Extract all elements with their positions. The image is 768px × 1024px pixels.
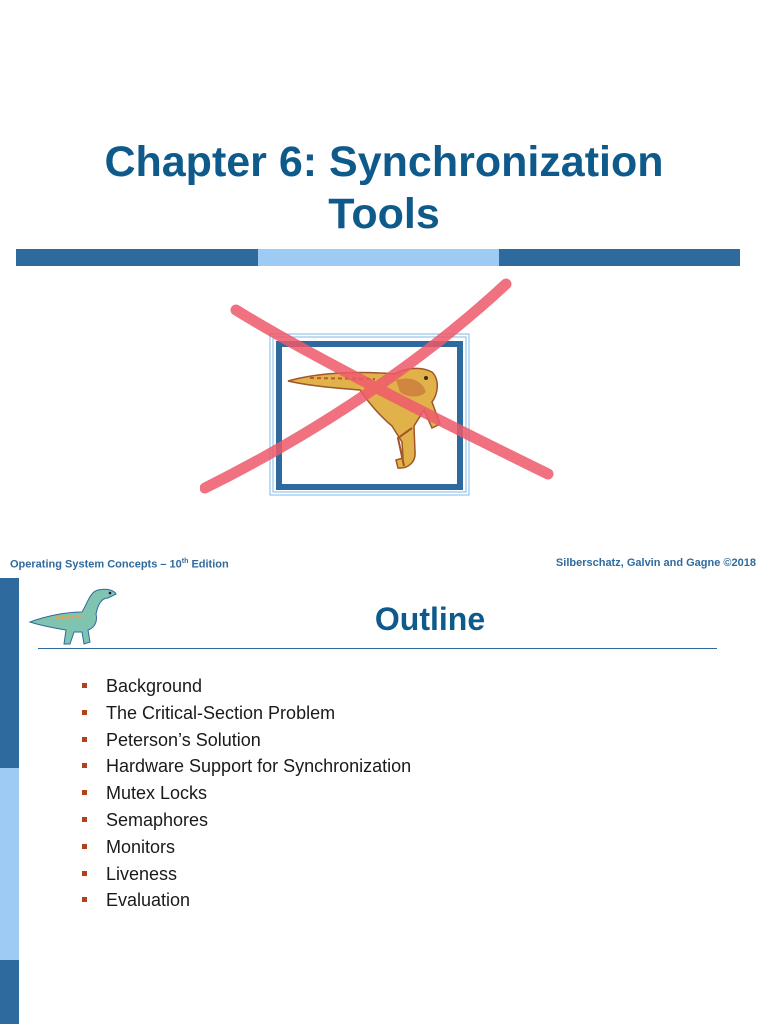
outline-item-monitors: Monitors xyxy=(80,835,411,862)
bullet-icon xyxy=(82,737,87,742)
outline-item-semaphores: Semaphores xyxy=(80,808,411,835)
slide-title-line-2: Tools xyxy=(328,190,440,238)
side-band-top xyxy=(0,578,19,768)
outline-item-petersons-solution: Peterson’s Solution xyxy=(80,728,411,755)
title-band-left xyxy=(16,249,258,266)
bullet-icon xyxy=(82,683,87,688)
outline-item-critical-section: The Critical-Section Problem xyxy=(80,701,411,728)
outline-item-hardware-support: Hardware Support for Synchronization xyxy=(80,754,411,781)
title-band-middle xyxy=(258,249,499,266)
outline-title: Outline xyxy=(374,601,486,637)
crossed-out-dinosaur-image xyxy=(200,276,560,506)
side-band-middle xyxy=(0,768,19,960)
side-band-bottom xyxy=(0,960,19,1024)
outline-slide xyxy=(0,578,768,1024)
slide-title xyxy=(0,136,768,240)
bullet-icon xyxy=(82,710,87,715)
outline-item-mutex-locks: Mutex Locks xyxy=(80,781,411,808)
bullet-icon xyxy=(82,790,87,795)
slide-title-line-1: Chapter 6: Synchronization xyxy=(104,138,664,186)
outline-item-background: Background xyxy=(80,674,411,701)
outline-item-liveness: Liveness xyxy=(80,862,411,889)
bullet-icon xyxy=(82,763,87,768)
outline-item-evaluation: Evaluation xyxy=(80,888,411,915)
bullet-icon xyxy=(82,817,87,822)
dinosaur-logo-icon xyxy=(26,582,126,648)
footer-authors: Silberschatz, Galvin and Gagne ©2018 xyxy=(555,557,756,569)
bullet-icon xyxy=(82,844,87,849)
title-underline xyxy=(38,648,717,649)
footer-book-title: Operating System Concepts – 10th Edition xyxy=(10,558,229,571)
title-band-right xyxy=(499,249,740,266)
bullet-icon xyxy=(82,871,87,876)
outline-list xyxy=(80,674,411,915)
bullet-icon xyxy=(82,897,87,902)
